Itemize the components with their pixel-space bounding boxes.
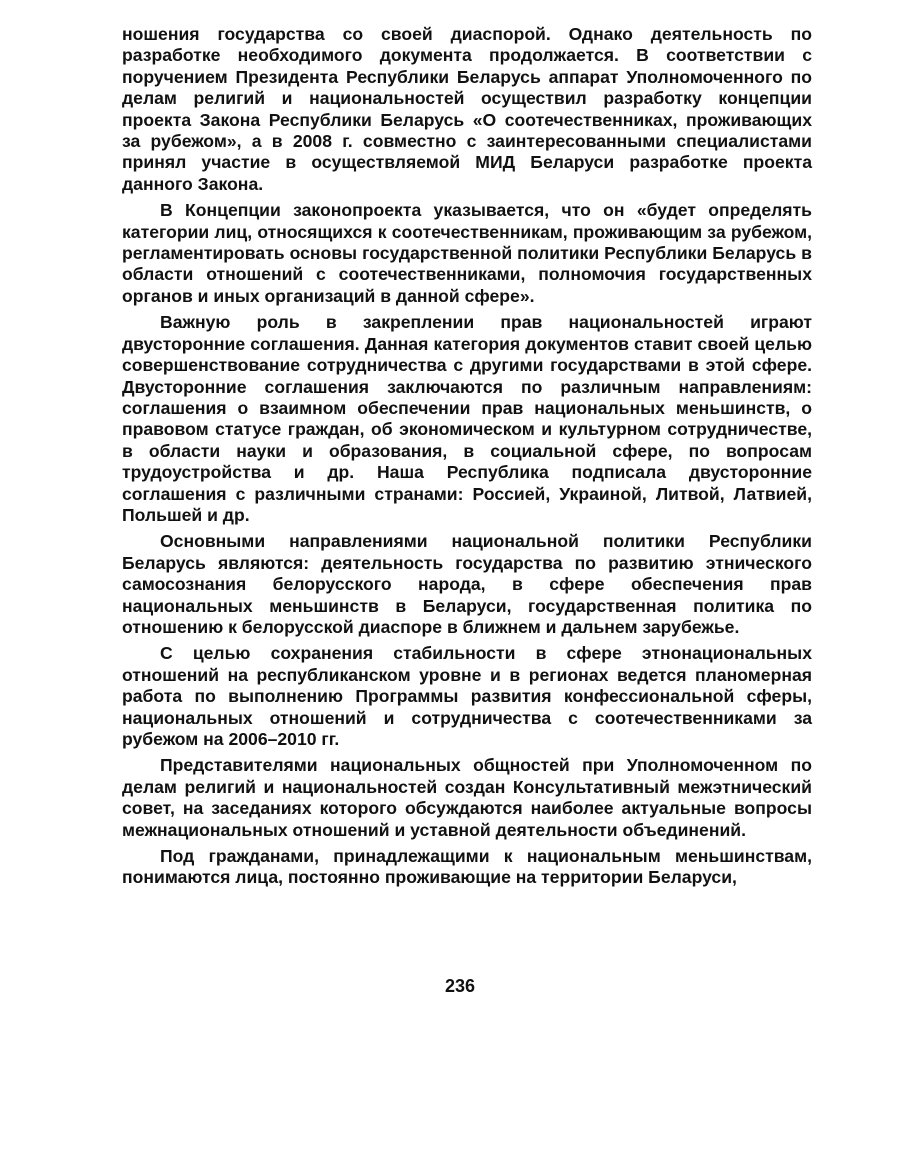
page-number: 236 bbox=[444, 976, 476, 996]
paragraph-2: В Концепции законопроекта указывается, что он «будет определять категории лиц, относящихся к соотечественникам, проживающим за рубежом, регламентировать основы государственной политики Республики Беларусь в области отношений с соотечественниками, полномочия государственных органов и иных организаций в данной сфере». bbox=[122, 200, 812, 306]
paragraph-1: ношения государства со своей диаспорой. Однако деятельность по разработке необходимого документа продолжается. В соответствии с поручением Президента Республики Беларусь аппарат Уполномоченного по делам религий и национальностей осуществил разработку концепции проекта Закона Республики Беларусь «О соотечественниках, проживающих за рубежом», а в 2008 г. совместно с заинтересованными специалистами принял участие в осуществляемой МИД Беларуси разработке проекта данного Закона. bbox=[122, 24, 812, 194]
paragraph-6: Представителями национальных общностей при Уполномоченном по делам религий и национальностей создан Консультативный межэтнический совет, на заседаниях которого обсуждаются наиболее актуальные вопросы межнациональных отношений и уставной деятельности объединений. bbox=[122, 755, 812, 840]
paragraph-3: Важную роль в закреплении прав национальностей играют двусторонние соглашения. Данная категория документов ставит своей целью совершенствование сотрудничества с другими государствами в этой сфере. Двусторонние соглашения заключаются по различным направлениям: соглашения о взаимном обеспечении прав национальных меньшинств, о правовом статусе граждан, об экономическом и культурном сотрудничестве, в области науки и образования, в социальной сфере, по вопросам трудоустройства и др. Наша Республика подписала двусторонние соглашения с различными странами: Россией, Украиной, Литвой, Латвией, Польшей и др. bbox=[122, 312, 812, 525]
page-body bbox=[122, 24, 812, 894]
paragraph-4: Основными направлениями национальной политики Республики Беларусь являются: деятельность государства по развитию этнического самосознания белорусского народа, в сфере обеспечения прав национальных меньшинств в Беларуси, государственная политика по отношению к белорусской диаспоре в ближнем и дальнем зарубежье. bbox=[122, 531, 812, 637]
paragraph-7: Под гражданами, принадлежащими к национальным меньшинствам, понимаются лица, постоянно проживающие на территории Беларуси, bbox=[122, 846, 812, 888]
paragraph-5: С целью сохранения стабильности в сфере этнонациональных отношений на республиканском уровне и в регионах ведется планомерная работа по выполнению Программы развития конфессиональной сферы, национальных отношений и сотрудничества с соотечественниками за рубежом на 2006–2010 гг. bbox=[122, 643, 812, 749]
